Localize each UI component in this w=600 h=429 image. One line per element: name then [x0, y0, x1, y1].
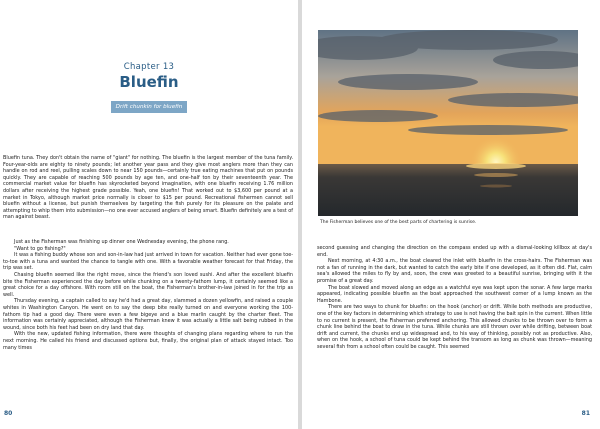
photo-caption: The Fisherman believes one of the best parts of chartering is sunrise.: [320, 220, 477, 225]
right-page: [302, 0, 600, 429]
left-paragraph: Just as the Fisherman was finishing up dinner one Wednesday evening, the phone rang.: [14, 239, 229, 245]
page-number-right: 81: [581, 410, 590, 417]
right-body-column: [317, 245, 592, 351]
left-paragraph: Thursday evening, a captain called to say he'd had a great day, slammed a dozen yellowfin, and raised a couple whites in Washington Canyon. He went on to say the deep bite really turned on and everyone working the 100-fathom tip had a good day. There were even a few bigeye and a blue marlin caught by the charter fleet. The information was certainly appreciated, although the Fisherman knew it was actually a little salt being rubbed in the wound, since both his feet had been on dry land that day.: [3, 298, 293, 331]
right-paragraph: There are two ways to chunk for bluefin: on the hook (anchor) or drift. While both methods are productive, one of the key factors in determining which strategy to use is not having the bait spin in the current. When little to no current is present, the Fisherman preferred anchoring. This allowed chunks to be thrown over to form a chunk line behind the boat to draw in the tuna. While chunks are still thrown over while drifting, between boat drift and current, the chunks end up widespread and, to his way of thinking, possibly not as productive. Also, when on the hook, a school of tuna could be kept behind the transom as long as chunk was thrown—meaning several fish from a school often could be caught. This seemed: [317, 304, 592, 350]
right-paragraph: The boat slowed and moved along an edge as a watchful eye was kept upon the sonar. A few large marks appeared, indicating possible bluefin as the boat approached the southwest corner of a lump known as the Hambone.: [317, 284, 592, 304]
intro-paragraph: Bluefin tuna. They don't obtain the name of "giant" for nothing. The bluefin is the largest member of the tuna family. Four-year-olds are eighty to ninety pounds; let another year pass and they give most anglers more than they can handle on rod and reel, pulling scales down to near 150 pounds—certainly true eating machines that put on pounds quickly. They are capable of reaching 500 pounds by age ten, and one-half ton by their seventeenth year. The commercial market value for bluefin has skyrocketed beyond imagination, with one bluefin receiving 1.76 million dollars after receiving the highest grade possible. Yeah, one bluefin! That worked out to $3,600 per pound at a market in Tokyo, although market price normally is closer to $15 per pound. Recreational fishermen cannot sell bluefin without a license, but punish themselves by targeting the fish purely for its pleasure on the palate and attempting to whip them into submission—no one ever accused anglers of being smart. Bluefin definitely are a test of man against beast.: [3, 155, 293, 221]
chapter-title: Bluefin: [119, 73, 179, 91]
left-body-column: [3, 239, 293, 351]
page-number-left: 80: [4, 410, 13, 417]
left-page: [0, 0, 298, 429]
chapter-subtitle-banner: Drift chunkin for bluefin: [111, 101, 187, 113]
right-paragraph: Next morning, at 4:30 a.m., the boat cleared the inlet with bluefin in the cross-hairs. The Fisherman was not a fan of running in the dark, but wanted to catch the early bite if one developed, as it often did. Flat, calm sea's allowed the miles to fly by and, soon, the crew was greeted to a beautiful sunrise, bringing with it the promise of a great day.: [317, 258, 592, 284]
left-paragraph: With the new, updated fishing information, there were thoughts of changing plans regarding where to run the next morning. He called his friend and discussed options but, finally, the original plan of attack stayed intact. Too many times: [3, 331, 293, 351]
left-paragraph: Chasing bluefin seemed like the right move, since the friend's son loved sushi. And after the excellent bluefin bite the Fisherman experienced the day before while chunking on a twenty-fathom lump, it certainly seemed like a great choice for a day offshore. With room still on the boat, the Fisherman's brother-in-law joined in for the trip as well.: [3, 271, 293, 298]
left-paragraph: It was a fishing buddy whose son and son-in-law had just arrived in town for vacation. Neither had ever gone toe-to-toe with a tuna and wanted the chance to tangle with one. With a favorable weather forecast for that Friday, the trip was set.: [3, 252, 293, 272]
right-paragraph: second guessing and changing the direction on the compass ended up with a dismal-looking killbox at day's end.: [317, 245, 592, 258]
left-paragraph: "Want to go fishing?": [14, 245, 66, 252]
sunrise-photo: [318, 30, 578, 216]
chapter-number: Chapter 13: [123, 62, 175, 72]
